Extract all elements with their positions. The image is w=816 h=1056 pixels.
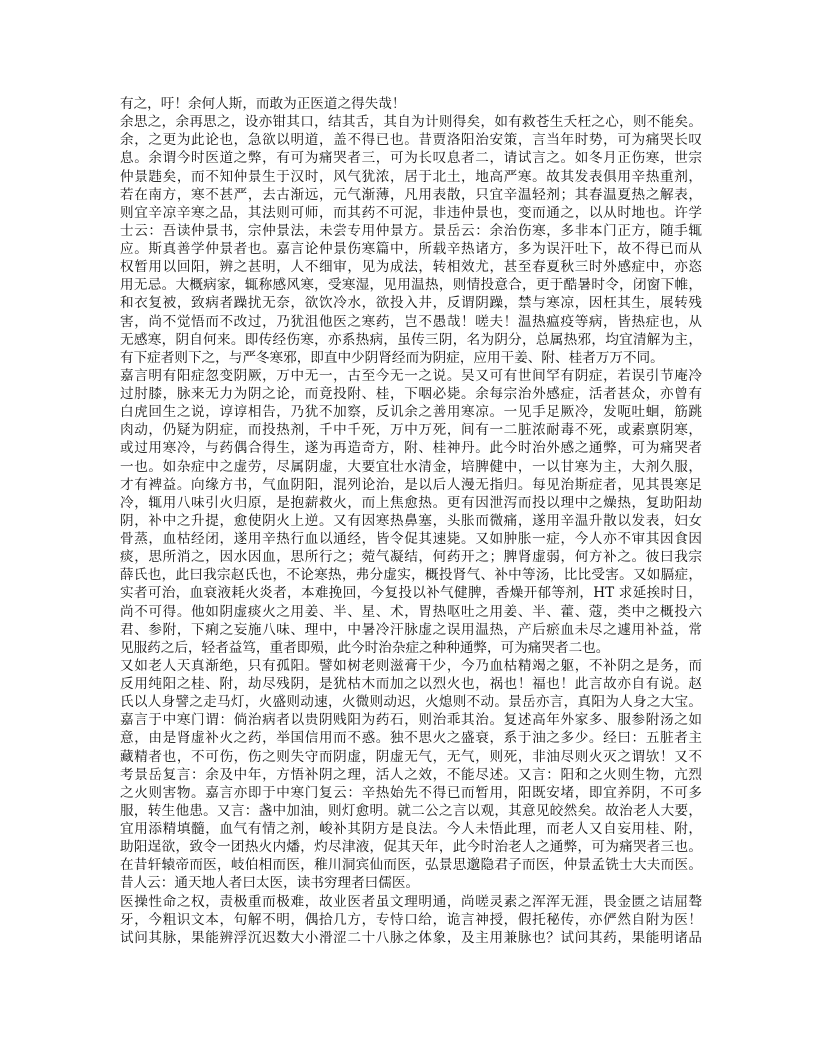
text-line: 无感寒，阴自何来。即传经伤寒，亦系热病，虽传三阴，名为阴分，总属热邪，均宜清解为主， — [120, 331, 702, 348]
text-line: 用无忌。大概病家，辄称感风寒，受寒湿，见用温热，则情投意合，更于酷暑时令，闭窗下帷， — [120, 277, 702, 294]
text-line: 应。斯真善学仲景者也。嘉言论仲景伤寒篇中，所载辛热诸方，多为误汗吐下，故不得已而从 — [120, 241, 702, 257]
text-line: 息。余谓今时医道之弊，有可为痛哭者三，可为长叹息者二，请试言之。如冬月正伤寒，世宗 — [120, 150, 702, 167]
text-line: 阴，补中之升提，愈使阴火上逆。又有因寒热鼻塞，头胀而微痛，遂用辛温升散以发表，妇女 — [120, 512, 702, 529]
text-line: 才有裨益。向缘方书，气血阴阳，混列论治，是以后人漫无指归。每见治斯症者，见其畏寒足 — [120, 476, 702, 493]
text-line: 氏以人身譬之走马灯，火盛则动速，火微则动迟，火熄则不动。景岳亦言，真阳为人身之大宝。 — [120, 694, 702, 711]
text-line: 牙，今粗识文本，句解不明，偶拾几方，专恃口给，诡言神授，假托秘传，亦俨然自附为医！ — [120, 911, 702, 928]
text-line: 宜用添精填髓，血气有情之剂，峻补其阴方是良法。今人未悟此理，而老人又自妄用桂、附， — [120, 821, 702, 837]
text-line: 白虎回生之说，谆谆相告，乃犹不加察，反讥余之善用寒凉。一见手足厥冷，发呃吐蛔，筋跳 — [120, 404, 702, 421]
text-line: 在昔轩辕帝而医，岐伯相而医，稚川洞宾仙而医，弘景思邈隐君子而医，仲景孟铣士大夫而医。 — [120, 857, 702, 874]
document-body — [120, 95, 702, 947]
text-line: 肉动，仍疑为阴症，而投热剂，千中千死，万中万死，间有一二脏浓耐毒不死，或素禀阴寒， — [120, 422, 702, 439]
text-line: 过肘膝，脉来无力为阴之论，而竟投附、桂，下咽必毙。余每宗治外感症，活者甚众，亦曾有 — [120, 386, 702, 402]
text-line: 见服药之后，轻者益笃，重者即殒，此今时治杂症之种种通弊，可为痛哭者二也。 — [120, 639, 610, 656]
text-line: 或过用寒冷，与药偶合得生，遂为再造奇方，附、桂神丹。此今时治外感之通弊，可为痛哭者 — [120, 440, 702, 457]
text-line: 有下症者则下之，与严冬寒邪，即直中少阴肾经而为阴症，应用干姜、附、桂者万万不同。 — [120, 349, 664, 366]
text-line: 助阳逞欲，致令一团热火内燔，灼尽津液，促其天年，此今时治老人之通弊，可为痛哭者三也。 — [120, 839, 702, 856]
text-line: 余思之，余再思之，设亦钳其口，结其舌，其自为计则得矣，如有救苍生夭枉之心，则不能矣。 — [120, 114, 702, 131]
text-line: 又如老人天真渐绝，只有孤阳。譬如树老则滋膏干少，今乃血枯精竭之躯，不补阴之是务，而 — [120, 657, 702, 674]
text-line: 藏精者也，不可伤，伤之则失守而阴虚，阴虚无气，无气，则死，非油尽则火灭之谓欤！又不 — [120, 748, 702, 765]
text-line: 嘉言于中寒门谓：倘治病者以贵阴贱阳为药石，则治乖其治。复述高年外家多、服参附汤之如 — [120, 712, 702, 729]
text-line: 医操性命之权，责极重而极难，故业医者虽文理明通，尚嗟灵素之浑浑无涯，畏金匮之诘屈聱 — [120, 893, 702, 910]
text-line: 若在南方，寒不甚严，去古渐远，元气渐薄，凡用表散，只宜辛温轻剂；其春温夏热之解表， — [120, 186, 702, 203]
text-line: 冷，辄用八味引火归原，是抱薪救火，而上焦愈热。更有因泄泻而投以理中之燥热，复助阳劫 — [120, 494, 702, 511]
text-line: 君、参附，下痢之妄施八味、理中，中暑冷汗脉虚之误用温热，产后瘀血未尽之遽用补益，常 — [120, 621, 702, 638]
text-line: 薛氏也，此曰我宗赵氏也，不论寒热，弗分虚实，概投肾气、补中等汤，比比受害。又如膈症， — [120, 567, 702, 584]
text-line: 服，转生他患。又言：盏中加油，则灯愈明。就二公之言以观，其意见皎然矣。故治老人大要， — [120, 802, 702, 819]
text-line: 仲景韪矣，而不知仲景生于汉时，风气犹浓，居于北土，地高严寒。故其发表俱用辛热重剂， — [120, 168, 702, 185]
text-line: 痰，思所消之，因水因血，思所行之；菀气凝结，何药开之；脾肾虚弱，何方补之。彼曰我宗 — [120, 549, 702, 566]
text-line: 骨蒸，血枯经闭，遂用辛热行血以通经，皆令促其速毙。又如肿胀一症，今人亦不审其因食因 — [120, 531, 702, 547]
text-line: 反用纯阳之桂、附，劫尽残阴，是犹枯木而加之以烈火也，祸也！福也！此言故亦自有说。赵 — [120, 676, 702, 692]
text-line: 考景岳复言：余及中年，方悟补阴之理，活人之效，不能尽述。又言：阳和之火则生物，亢烈 — [120, 766, 702, 783]
text-line: 权暂用以回阳，辨之甚明，人不细审，见为成法，转相效尤，甚至春夏秋三时外感症中，亦恣 — [120, 259, 702, 276]
text-line: 则宜辛凉辛寒之品，其法则可师，而其药不可泥，非违仲景也，变而通之，以从时地也。许学 — [120, 204, 702, 221]
text-line: 害，尚不觉悟而不改过，乃犹沮他医之寒药，岂不愚哉！嗟夫！温热瘟疫等病，皆热症也，从 — [120, 313, 702, 330]
text-line: 昔人云：通天地人者曰太医，读书穷理者曰儒医。 — [120, 875, 420, 892]
text-line: 一也。如杂症中之虚劳，尽属阴虚，大要宜壮水清金，培脾健中，一以甘寒为主，大剂久服， — [120, 458, 702, 475]
text-line: 实者可治，血衰液耗火炎者，本难挽回，今复投以补气健脾，香燥开郁等剂，HT 求延挨时日， — [120, 585, 702, 602]
text-line: 余，之更为此论也，急欲以明道，盖不得已也。昔贾洛阳治安策，言当年时势，可为痛哭长叹 — [120, 132, 702, 149]
text-line: 士云：吾读仲景书，宗仲景法，未尝专用仲景方。景岳云：余治伤寒，多非本门正方，随手辄 — [120, 222, 702, 239]
text-line: 和衣复被，致病者躁扰无奈，欲饮冷水，欲投入井，反谓阴躁，禁与寒凉，因枉其生，展转残 — [120, 295, 702, 312]
text-line: 尚不可得。他如阴虚痰火之用姜、半、星、术，胃热呕吐之用姜、半、藿、蔻，类中之概投六 — [120, 603, 702, 620]
text-line: 意，由是肾虚补火之药，举国信用而不惑。独不思火之盛衰，系于油之多少。经曰：五脏者主 — [120, 730, 702, 747]
text-line: 之火则害物。嘉言亦即于中寒门复云：辛热始先不得已而暂用，阳既安堵，即宜养阴，不可多 — [120, 784, 702, 801]
text-line: 嘉言明有阳症忽变阴厥，万中无一，古至今无一之说。吴又可有世间罕有阴症，若误引节庵冷 — [120, 367, 702, 384]
text-line: 试问其脉，果能辨浮沉迟数大小滑涩二十八脉之体象，及主用兼脉也？试问其药，果能明诸品 — [120, 929, 702, 946]
text-line: 有之，吁！余何人斯，而敢为正医道之得失哉！ — [120, 96, 406, 112]
